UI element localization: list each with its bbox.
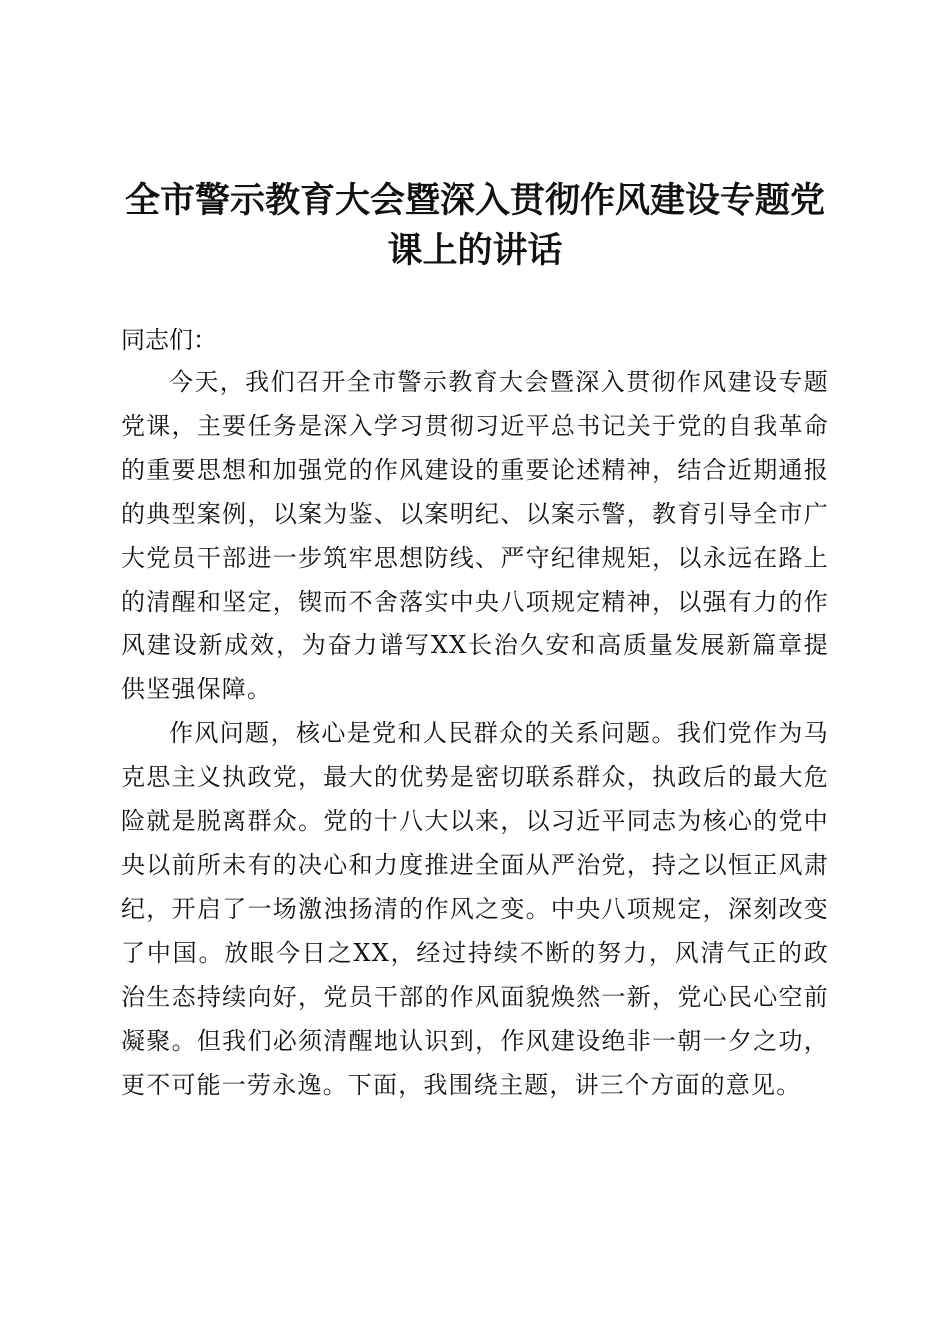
salutation: 同志们： <box>121 326 217 354</box>
document-body <box>121 361 829 1107</box>
title-line-2: 课上的讲话 <box>387 230 563 271</box>
title-line-1: 全市警示教育大会暨深入贯彻作风建设专题党 <box>124 180 825 221</box>
paragraph-intro: 今天，我们召开全市警示教育大会暨深入贯彻作风建设专题党课，主要任务是深入学习贯彻习近平总书记关于党的自我革命的重要思想和加强党的作风建设的重要论述精神，结合近期通报的典型案例，以案为鉴、以案明纪、以案示警，教育引导全市广大党员干部进一步筑牢思想防线、严守纪律规矩，以永远在路上的清醒和坚定，锲而不舍落实中央八项规定精神，以强有力的作风建设新成效，为奋力谱写XX长治久安和高质量发展新篇章提供坚强保障。 <box>121 368 829 704</box>
document-title <box>105 176 845 276</box>
paragraph-style-issue: 作风问题，核心是党和人民群众的关系问题。我们党作为马克思主义执政党，最大的优势是密切联系群众，执政后的最大危险就是脱离群众。党的十八大以来，以习近平同志为核心的党中央以前所未有的决心和力度推进全面从严治党，持之以恒正风肃纪，开启了一场激浊扬清的作风之变。中央八项规定，深刻改变了中国。放眼今日之XX，经过持续不断的努力，风清气正的政治生态持续向好，党员干部的作风面貌焕然一新，党心民心空前凝聚。但我们必须清醒地认识到，作风建设绝非一朝一夕之功，更不可能一劳永逸。下面，我围绕主题，讲三个方面的意见。 <box>121 719 829 1099</box>
